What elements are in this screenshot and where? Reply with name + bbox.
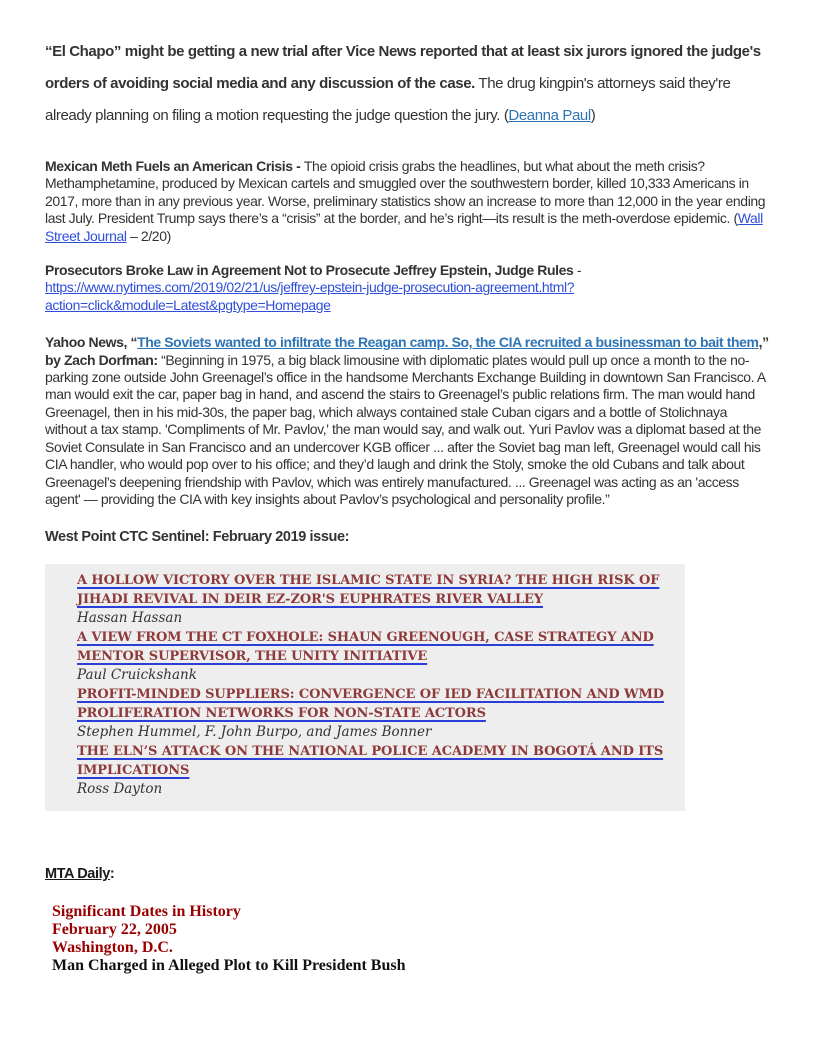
sentinel-article-link-1[interactable]: A HOLLOW VICTORY OVER THE ISLAMIC STATE IN SYRIA? THE HIGH RISK OF JIHADI REVIVAL IN DEIR EZ-ZOR'S EUPHRATES RIVER VALLEY xyxy=(77,572,660,607)
epstein-bold-lead: Prosecutors Broke Law in Agreement Not to Prosecute Jeffrey Epstein, Judge Rules xyxy=(45,262,574,279)
mta-daily-heading xyxy=(45,866,771,882)
yahoo-bold-lead: Yahoo News, “ xyxy=(45,334,138,351)
mta-daily-colon: : xyxy=(109,865,115,882)
epstein-separator: - xyxy=(573,262,582,279)
sentinel-author-1: Hassan Hassan xyxy=(77,609,183,626)
sentinel-item-2 xyxy=(77,628,675,685)
sentinel-article-link-2[interactable]: A VIEW FROM THE CT FOXHOLE: SHAUN GREENOUGH, CASE STRATEGY AND MENTOR SUPERVISOR, THE UNITY INITIATIVE xyxy=(77,629,654,664)
soviets-article-link[interactable]: The Soviets wanted to infiltrate the Reagan camp. So, the CIA recruited a businessman to bait them xyxy=(137,334,759,351)
yahoo-body: “Beginning in 1975, a big black limousine with diplomatic plates would pull up once a month to the no-parking zone outside John Greenagel’s office in the handsome Merchants Exchange Building in downtown San Francisco. A man would exit the car, paper bag in hand, and ascend the stairs to Greenagel’s public relations firm. The man would hand Greenagel, then in his mid-30s, the paper bag, which always contained stale Cuban cigars and a bottle of Stolichnaya without a tax stamp. 'Compliments of Mr. Pavlov,' the man would say, and walk out. Yuri Pavlov was a diplomat based at the Soviet Consulate in San Francisco and an undercover KGB officer ... after the Soviet bag man left, Greenagel would call his CIA handler, who would pop over to his office; and they’d laugh and drink the Stoly, smoke the old Cubans and talk about Greenagel’s deepening friendship with Pavlov, which was entirely manufactured. ... Greenagel was acting as an 'access agent' — providing the CIA with key insights about Pavlov’s psychological and personality profile.” xyxy=(45,351,766,507)
deanna-paul-link[interactable]: Deanna Paul xyxy=(508,107,591,124)
sentinel-item-3 xyxy=(77,685,675,742)
paragraph-mexican-meth xyxy=(45,158,771,245)
el-chapo-bold-lead: “El Chapo” might be getting a new trial after Vice News reported that at least six jurors ignored the judge's orders of avoiding social media and any discussion of the case. xyxy=(45,43,761,92)
sentinel-author-3: Stephen Hummel, F. John Burpo, and James Bonner xyxy=(77,723,432,740)
sentinel-item-1 xyxy=(77,571,675,628)
meth-bold-lead: Mexican Meth Fuels an American Crisis - xyxy=(45,158,304,174)
sentinel-articles-box xyxy=(45,564,685,811)
meth-body: The opioid crisis grabs the headlines, but what about the meth crisis? Methamphetamine, produced by Mexican cartels and smuggled over the southwestern border, killed 10,333 Americans in 2017, more than in any previous year. Worse, preliminary statistics show an increase to more than 12,000 in the year ending last July. President Trump says there’s a “crisis” at the border, and he’s right—its result is the meth-overdose epidemic. ( xyxy=(45,158,766,227)
mta-daily-label: MTA Daily xyxy=(45,865,110,882)
el-chapo-after-link: ) xyxy=(590,107,596,124)
history-line-headline: Man Charged in Alleged Plot to Kill President Bush xyxy=(52,956,406,974)
history-line-place: Washington, D.C. xyxy=(52,938,173,956)
yahoo-bold-after-link: ,” by Zach Dorfman: xyxy=(45,334,769,368)
paragraph-el-chapo xyxy=(45,36,771,132)
meth-after-link: – 2/20) xyxy=(126,227,171,244)
history-line-date: February 22, 2005 xyxy=(52,920,177,938)
sentinel-author-2: Paul Cruickshank xyxy=(77,666,197,683)
sentinel-item-4 xyxy=(77,742,675,799)
nytimes-url-link[interactable]: https://www.nytimes.com/2019/02/21/us/jeffrey-epstein-judge-prosecution-agreement.html?action=click&module=Latest&pgtype=Homepage xyxy=(45,279,575,313)
history-line-title: Significant Dates in History xyxy=(52,902,241,920)
sentinel-article-link-4[interactable]: THE ELN’S ATTACK ON THE NATIONAL POLICE ACADEMY IN BOGOTÁ AND ITS IMPLICATIONS xyxy=(77,743,664,778)
sentinel-article-link-3[interactable]: PROFIT-MINDED SUPPLIERS: CONVERGENCE OF IED FACILITATION AND WMD PROLIFERATION NETWORKS FOR NON-STATE ACTORS xyxy=(77,686,664,721)
sentinel-author-4: Ross Dayton xyxy=(77,780,163,797)
el-chapo-body: The drug kingpin's attorneys said they're already planning on filing a motion requesting the judge question the jury. ( xyxy=(45,75,731,124)
paragraph-yahoo-news xyxy=(45,334,771,508)
significant-dates-block xyxy=(52,903,771,975)
paragraph-epstein xyxy=(45,262,771,314)
sentinel-heading: West Point CTC Sentinel: February 2019 issue: xyxy=(45,529,350,546)
wall-street-journal-link[interactable]: Wall Street Journal xyxy=(45,210,763,244)
